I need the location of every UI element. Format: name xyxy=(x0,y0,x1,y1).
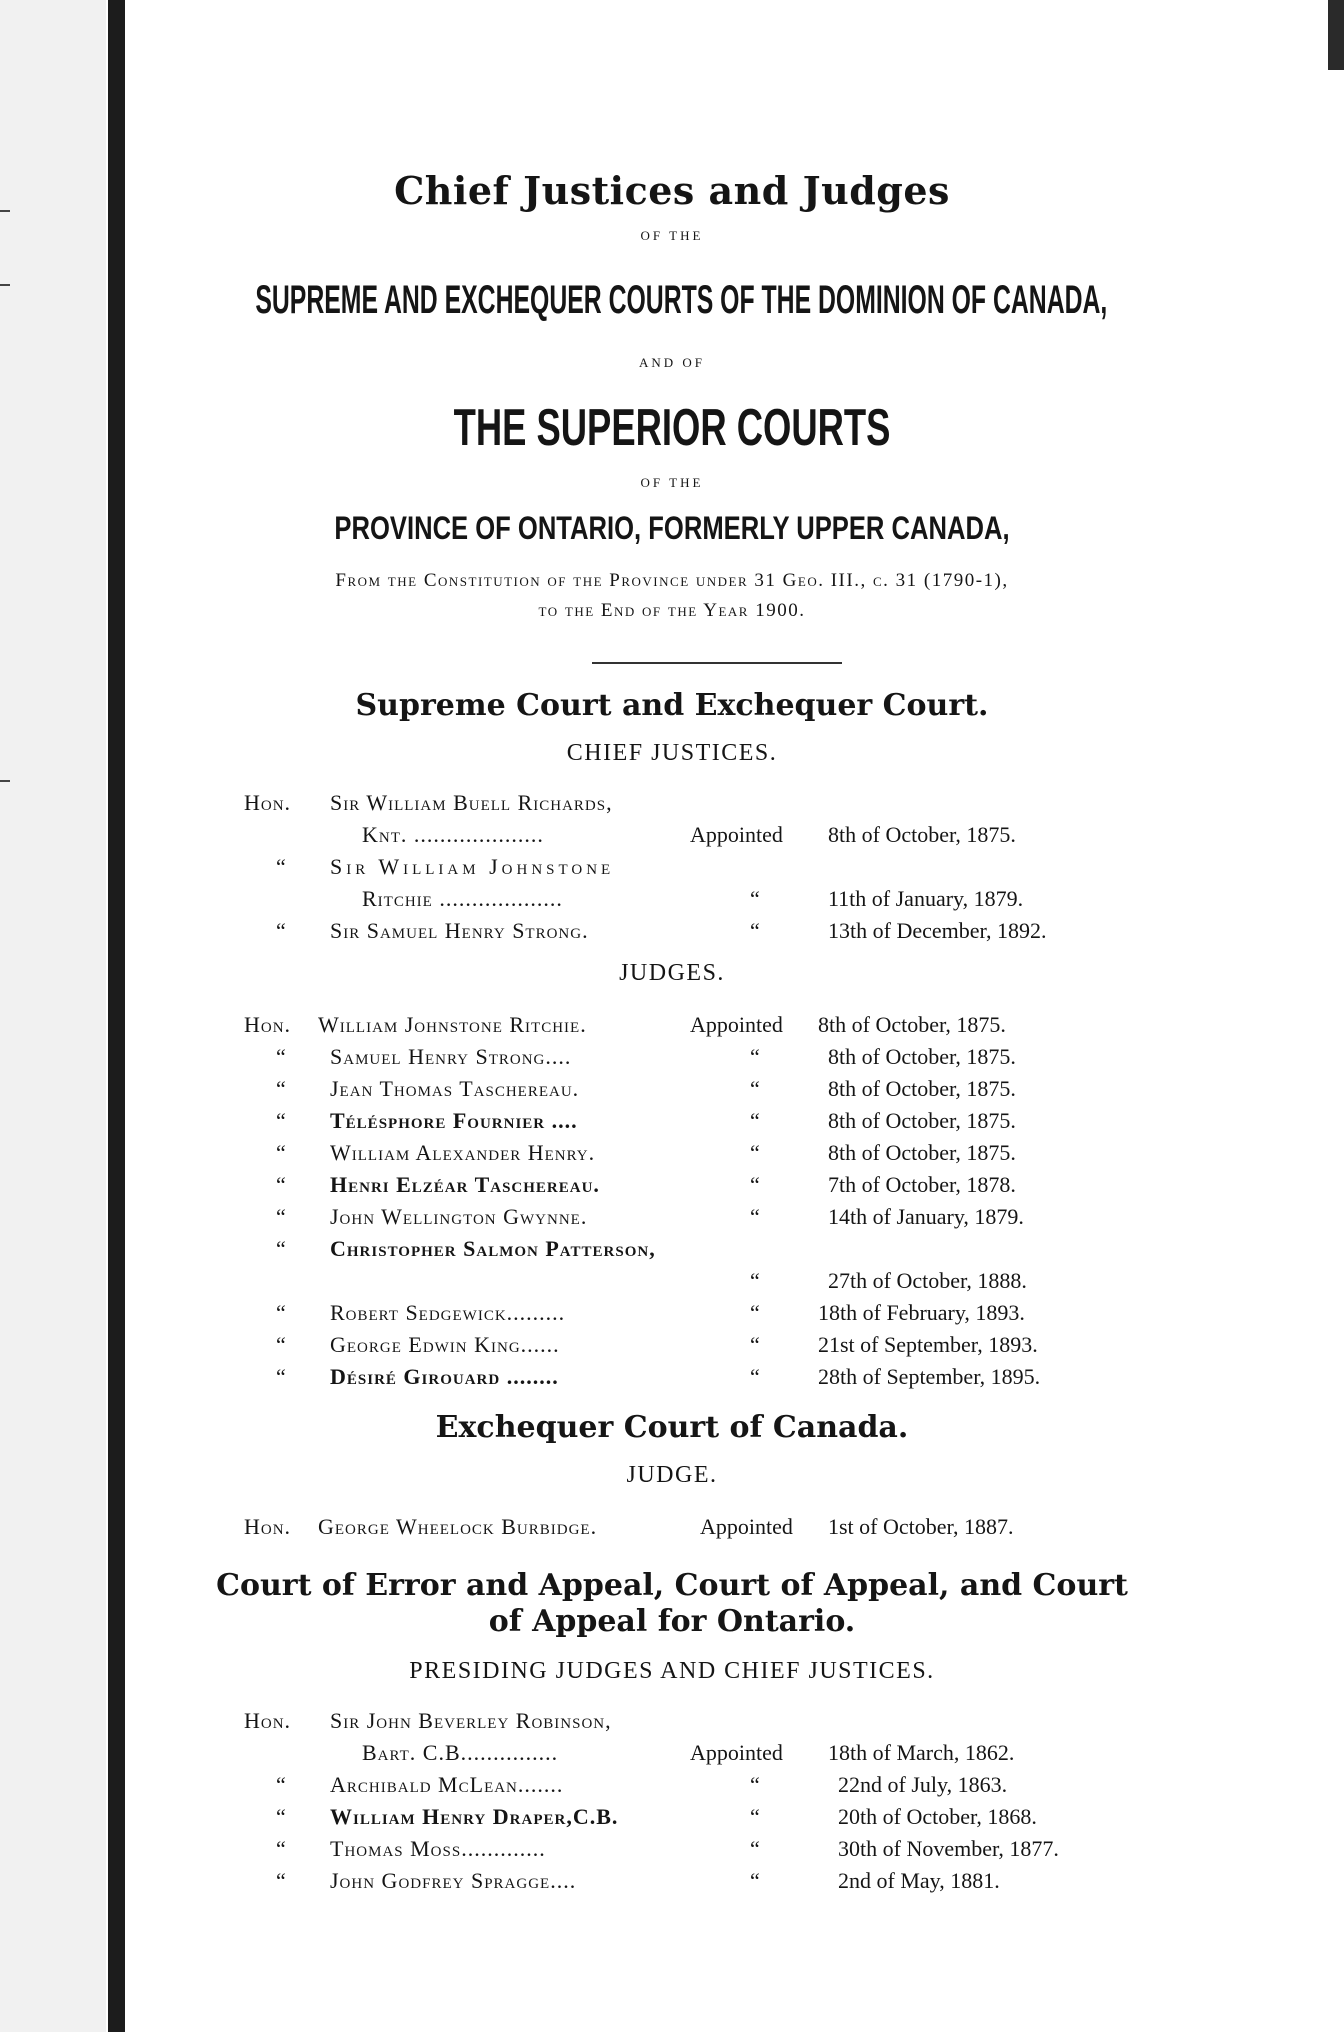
constitution-line: From the Constitution of the Province under 31 Geo. III., c. 31 (1790-1), xyxy=(335,570,1009,591)
appointment-date: 18th of March, 1862. xyxy=(828,1740,1015,1765)
table-row xyxy=(0,1044,1344,1076)
judge-name: William Johnstone Ritchie. xyxy=(318,1012,587,1037)
judge-name: Thomas Moss............. xyxy=(330,1836,546,1861)
ditto-mark: “ xyxy=(750,886,760,911)
appointment-date: 14th of January, 1879. xyxy=(828,1204,1024,1229)
end-of-year-line: to the End of the Year 1900. xyxy=(538,600,806,621)
ditto-mark: “ xyxy=(750,1364,760,1389)
judge-name: Christopher Salmon Patterson, xyxy=(330,1236,656,1261)
appointed-label: Appointed xyxy=(690,1012,783,1037)
appointment-date: 18th of February, 1893. xyxy=(818,1300,1025,1325)
honorific: Hon. xyxy=(244,790,292,815)
ditto-mark: “ xyxy=(276,918,286,943)
appointed-label: Appointed xyxy=(690,1740,783,1765)
table-row xyxy=(0,1364,1344,1396)
appointed-label: Appointed xyxy=(690,822,783,847)
ditto-mark: “ xyxy=(276,1772,286,1797)
list-item xyxy=(0,822,1344,854)
judge-name: Télésphore Fournier .... xyxy=(330,1108,578,1133)
table-row xyxy=(0,1204,1344,1236)
ditto-mark: “ xyxy=(750,1108,760,1133)
judge-name: John Wellington Gwynne. xyxy=(330,1204,588,1229)
ditto-mark: “ xyxy=(750,1332,760,1357)
ditto-mark: “ xyxy=(750,1076,760,1101)
ditto-mark: “ xyxy=(276,1804,286,1829)
ditto-mark: “ xyxy=(750,1836,760,1861)
appointment-date: 21st of September, 1893. xyxy=(818,1332,1038,1357)
ditto-mark: “ xyxy=(750,1300,760,1325)
ditto-mark: “ xyxy=(276,1140,286,1165)
presiding-judges-heading: PRESIDING JUDGES AND CHIEF JUSTICES. xyxy=(409,1658,935,1684)
list-item xyxy=(0,918,1344,950)
table-row xyxy=(0,1172,1344,1204)
list-item xyxy=(0,790,1344,822)
page-mark xyxy=(0,284,10,286)
of-the-label-2: OF THE xyxy=(640,475,704,490)
and-of-label: AND OF xyxy=(638,355,706,370)
divider-rule xyxy=(592,662,842,664)
ditto-mark: “ xyxy=(750,1140,760,1165)
table-row xyxy=(0,1868,1344,1900)
justice-name: Ritchie ................... xyxy=(362,886,563,911)
table-row xyxy=(0,1012,1344,1044)
ditto-mark: “ xyxy=(750,1868,760,1893)
table-row xyxy=(0,1140,1344,1172)
page-title: Chief Justices and Judges xyxy=(394,168,950,213)
table-row xyxy=(0,1836,1344,1868)
ditto-mark: “ xyxy=(750,1772,760,1797)
appointment-date: 8th of October, 1875. xyxy=(828,1108,1016,1133)
ditto-mark: “ xyxy=(276,1300,286,1325)
ditto-mark: “ xyxy=(276,1236,286,1261)
list-item xyxy=(0,1514,1344,1546)
appointment-date: 30th of November, 1877. xyxy=(838,1836,1059,1861)
list-item xyxy=(0,1740,1344,1772)
ditto-mark: “ xyxy=(750,1044,760,1069)
exchequer-court-heading: Exchequer Court of Canada. xyxy=(435,1410,909,1445)
judge-name: Sir John Beverley Robinson, xyxy=(330,1708,612,1733)
appointment-date: 28th of September, 1895. xyxy=(818,1364,1041,1389)
ditto-mark: “ xyxy=(750,1204,760,1229)
ditto-mark: “ xyxy=(750,1268,760,1293)
judge-name: Robert Sedgewick......... xyxy=(330,1300,566,1325)
honorific: Hon. xyxy=(244,1012,292,1037)
judge-name: Jean Thomas Taschereau. xyxy=(330,1076,580,1101)
appointed-label: Appointed xyxy=(700,1514,793,1539)
appointment-date: 13th of December, 1892. xyxy=(828,918,1047,943)
judge-name: William Alexander Henry. xyxy=(330,1140,596,1165)
appointment-date: 8th of October, 1875. xyxy=(828,1140,1016,1165)
appeal-court-heading-2: of Appeal for Ontario. xyxy=(488,1604,856,1639)
ditto-mark: “ xyxy=(276,1332,286,1357)
ditto-mark: “ xyxy=(750,1804,760,1829)
table-row xyxy=(0,1300,1344,1332)
honorific: Hon. xyxy=(244,1708,292,1733)
table-row xyxy=(0,1772,1344,1804)
appeal-court-heading: Court of Error and Appeal, Court of Appeal, and Court xyxy=(216,1568,1128,1603)
ditto-mark: “ xyxy=(276,1836,286,1861)
judge-name: George Edwin King...... xyxy=(330,1332,560,1357)
appointment-date: 8th of October, 1875. xyxy=(828,1044,1016,1069)
judge-name: Henri Elzéar Taschereau. xyxy=(330,1172,600,1197)
ditto-mark: “ xyxy=(276,854,286,879)
list-item xyxy=(0,854,1344,886)
judge-name: Désiré Girouard ........ xyxy=(330,1364,559,1389)
appointment-date: 8th of October, 1875. xyxy=(828,1076,1016,1101)
judge-name: Bart. C.B............... xyxy=(362,1740,559,1765)
page-mark xyxy=(0,780,10,782)
page-corner-shadow xyxy=(1328,0,1344,70)
appointment-date: 20th of October, 1868. xyxy=(838,1804,1037,1829)
appointment-date: 8th of October, 1875. xyxy=(828,822,1016,847)
appointment-date: 8th of October, 1875. xyxy=(818,1012,1006,1037)
ditto-mark: “ xyxy=(276,1172,286,1197)
judge-name: George Wheelock Burbidge. xyxy=(318,1514,598,1539)
ditto-mark: “ xyxy=(276,1868,286,1893)
list-item xyxy=(0,1708,1344,1740)
ditto-mark: “ xyxy=(276,1204,286,1229)
dominion-courts-heading: SUPREME AND EXCHEQUER COURTS OF THE DOMINION OF CANADA, xyxy=(255,278,1108,322)
ditto-mark: “ xyxy=(276,1076,286,1101)
table-row xyxy=(0,1268,1344,1300)
ditto-mark: “ xyxy=(276,1044,286,1069)
province-heading: PROVINCE OF ONTARIO, FORMERLY UPPER CANADA, xyxy=(334,510,1010,546)
appointment-date: 11th of January, 1879. xyxy=(828,886,1024,911)
judge-name: John Godfrey Spragge.... xyxy=(330,1868,577,1893)
appointment-date: 7th of October, 1878. xyxy=(828,1172,1016,1197)
supreme-court-heading: Supreme Court and Exchequer Court. xyxy=(355,688,989,723)
table-row xyxy=(0,1332,1344,1364)
table-row xyxy=(0,1076,1344,1108)
justice-name: Knt. .................... xyxy=(362,822,544,847)
judge-name: William Henry Draper,C.B. xyxy=(330,1804,619,1829)
judge-name: Archibald McLean....... xyxy=(330,1772,564,1797)
table-row xyxy=(0,1236,1344,1268)
judge-name: Samuel Henry Strong.... xyxy=(330,1044,572,1069)
list-item xyxy=(0,886,1344,918)
ditto-mark: “ xyxy=(750,1172,760,1197)
justice-name: Sir Samuel Henry Strong. xyxy=(330,918,589,943)
table-row xyxy=(0,1804,1344,1836)
superior-courts-heading: THE SUPERIOR COURTS xyxy=(453,399,891,457)
appointment-date: 27th of October, 1888. xyxy=(828,1268,1027,1293)
honorific: Hon. xyxy=(244,1514,292,1539)
judges-heading: JUDGES. xyxy=(619,960,725,986)
ditto-mark: “ xyxy=(276,1108,286,1133)
ditto-mark: “ xyxy=(750,918,760,943)
appointment-date: 2nd of May, 1881. xyxy=(838,1868,1000,1893)
ditto-mark: “ xyxy=(276,1364,286,1389)
judge-heading: JUDGE. xyxy=(626,1462,718,1488)
table-row xyxy=(0,1108,1344,1140)
of-the-label: OF THE xyxy=(640,228,704,243)
appointment-date: 1st of October, 1887. xyxy=(828,1514,1014,1539)
appointment-date: 22nd of July, 1863. xyxy=(838,1772,1008,1797)
chief-justices-heading: CHIEF JUSTICES. xyxy=(566,740,778,766)
justice-name: Sir William Buell Richards, xyxy=(330,790,613,815)
justice-name: Sir William Johnstone xyxy=(330,854,615,879)
